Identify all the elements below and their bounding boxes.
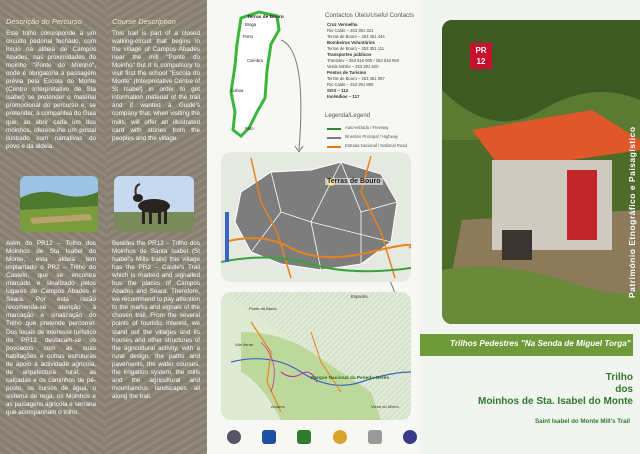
- detail-label-top: Espanha: [351, 294, 368, 299]
- logo-green-icon: [297, 430, 311, 444]
- goat-photo: [114, 176, 194, 232]
- english-section-title: Course Description: [112, 17, 176, 26]
- contact-heading: Cruz Vermelha: [327, 22, 358, 27]
- logo-seal-icon: [403, 430, 417, 444]
- legend-item: Itinerário Principal / Highway: [327, 133, 407, 142]
- cover-subtitle: Saint Isabel do Monte Mill's Trail: [535, 418, 630, 425]
- logo-municipality-icon: [227, 430, 241, 444]
- pt-label-coimbra: Coimbra: [247, 58, 263, 63]
- title-line-3: Moinhos de Sta. Isabel do Monte: [477, 396, 633, 407]
- contact-heading: Postos de Turismo: [327, 69, 367, 75]
- portuguese-section-title: Descrição do Percurso: [6, 17, 82, 26]
- banner-text: Trilhos Pedestres "Na Senda de Miguel Torga": [450, 339, 631, 348]
- logo-gray-icon: [368, 430, 382, 444]
- portuguese-paragraph-1: Este trilho corresponde a um circuito pedonal fechado, com início na aldeia de Campos Abades, nas proximidades do moinho "Ponte do Moinho", onde é obrigatória a passagem prévia pela Escola do Monte (Centro Interpretativo de Sta Isabel) se pretender o material promocional do percurso e, se pretender, a companhia do Guia que, ao abrir cada um dos moinhos, oferece-lhe um postal ilustrado com narrativas do povo e da aldeia.: [6, 30, 96, 150]
- detail-label-ponte: Ponte da Barca: [249, 306, 277, 311]
- contact-heading: Incêndios – 117: [327, 93, 360, 99]
- detail-label-vieira: Vieira do Minho: [371, 404, 399, 409]
- contact-line: Terras de Bouro – 253 351 444: [327, 34, 385, 40]
- detail-label-amares: Amares: [271, 404, 285, 409]
- english-paragraph-2: Besides the PR12 – Trilho dos Moinhos de Santa Isabel (St Isabel's Mills trails) this village has the PR2 – Castle's Trail which is marked and signalled bus the places of Campos Abades and Seara. Therefore, we recommend to pay attention to the marks and signals of the chosen trail. From the several points of touristic interest, we stand out the villages and its houses and other structures of the agricultural activity, with a rural design, the paths and pavements, the water courses, the irrigation system, the mills and the agricultural and mountainous landscapes all along the trail.: [112, 240, 200, 400]
- logos-overlay: [207, 0, 420, 454]
- contact-line: Rio Caldo – 253 391 321: [327, 28, 374, 34]
- contact-heading: Bombeiros Voluntários: [327, 39, 375, 45]
- contact-line: Terras de Bouro – 253 351 087: [327, 76, 385, 81]
- detail-label-vila: Vila Verde: [235, 342, 254, 347]
- contact-line: Rio Caldo – 253 391 890: [327, 81, 374, 87]
- pt-label-terras: Terras de Bouro: [247, 15, 284, 20]
- landscape-photo: [20, 176, 98, 232]
- pr-badge-line1: PR: [475, 46, 487, 55]
- portuguese-text-panel: [0, 0, 106, 454]
- legend-title: Legenda/Legend: [325, 113, 371, 119]
- pt-label-braga: Braga: [245, 22, 257, 27]
- portuguese-paragraph-2: Além do PR12 – Trilho dos Moinhos de Sta Isabel do Monte, esta aldeia tem implantado o PR2 – Trilho do Castelo, que se encontra marcado e sinalizado pelos lugares de Campos Abades e Seara. Por esta razão recomenda-se atenção à marcação e sinalização do Trilho que pretende percorrer. Dos locais de interesse turístico do PR12 destacam-se os povoados com as suas habitações e outras estruturas de apoio à actividade agrícola, de arquitectura rural, as calçadas e os caminhos de pé-posto, os cursos de água, o sistema de rega, os Moinhos e as paisagens agrícola e serrana que acompanham o trilho.: [6, 240, 96, 416]
- sponsor-logos: [227, 428, 417, 446]
- vertical-text: Património Etnográfico e Paisagístico: [627, 126, 637, 298]
- contact-heading: SOS – 112: [327, 87, 349, 93]
- detail-label-park: Parque Nacional da Peneda-Gerês: [311, 376, 390, 381]
- english-paragraph-1: This trail is part of a closed walking-circuit that begins in the village of Campos Abades near the mill "Ponte do Moinho" but it is compulsory to visit first the school "Escola do Monte" (Interpretative Centre of St Isabel) in order to get information material of the trail and if wanted a Guide's company that, when visiting the mills, will offer an illustrated card with stories from the peoples and the village.: [112, 30, 200, 142]
- title-line-2: dos: [615, 384, 633, 395]
- pt-label-porto: Porto: [243, 34, 254, 39]
- contact-line: Transdev – 253 616 900 / 253 618 960: [327, 58, 400, 64]
- logo-sun-icon: [333, 430, 347, 444]
- logo-eu-icon: [262, 430, 276, 444]
- contacts-title: Contactos Úteis/Useful Contacts: [325, 12, 415, 19]
- contact-heading: Transportes públicos: [327, 51, 372, 57]
- pr-badge-line2: 12: [476, 57, 486, 66]
- english-text-panel: [106, 0, 207, 454]
- title-line-1: Trilho: [605, 372, 633, 383]
- contact-line: Terras de Bouro – 253 351 111: [327, 46, 385, 52]
- legend-item: Auto-estrada / Freeway: [327, 124, 407, 133]
- contact-line: Verde Minho – 253 291 620: [327, 63, 379, 69]
- pt-label-lisboa: Lisboa: [231, 88, 244, 93]
- legend-item: Estrada Nacional / National Road: [327, 142, 407, 151]
- pt-label-faro: Faro: [245, 126, 254, 131]
- district-map-label: Terras de Bouro: [327, 178, 381, 185]
- cover-overlay: [420, 0, 640, 454]
